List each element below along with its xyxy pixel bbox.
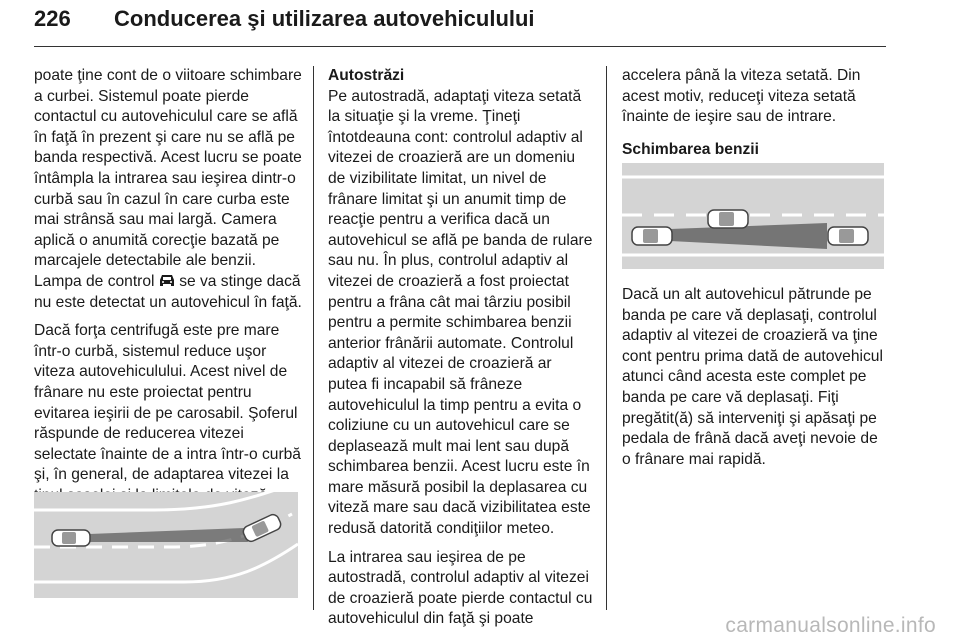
- col1-paragraph-2: Dacă forţa centrifugă este pre mare într-o curbă, sistemul reduce uşor viteza autovehiculului. Acest nivel de frânare nu este proiectat pentru evitarea ieşirii de pe carosabil. Şoferul răspunde de reducerea vitezei selectate înainte de a intra într-o curbă şi, în general, de adaptarea vitezei la: [34, 322, 301, 484]
- column-3-lower: [622, 285, 888, 478]
- col1-p1-end: se va stinge dacă nu este detectat un autovehicul în faţă.: [34, 272, 302, 311]
- col1-p1-start: poate ţine cont de o viitoare schimbare a curbei. Sistemul poate pierde contactul cu autovehiculul care se află în faţă în prezent şi care nu se află pe banda respectivă. Acest lucru se poate întâmpla la intrarea sau ieşirea dintr-o curbă sau în cazul în care curba este mai strânsă sau mai largă. Camera aplică o anumită corecţie bazată pe marcajele detectabile ale benzii. Lampa de control: [34, 67, 302, 290]
- header-divider: [34, 46, 886, 47]
- column-3: [622, 66, 888, 176]
- car-front-icon: [159, 274, 175, 288]
- page-title: Conducerea şi utilizarea autovehiculului: [114, 6, 535, 31]
- column-divider-1: [313, 66, 314, 610]
- column-1: [34, 66, 302, 535]
- watermark: carmanualsonline.info: [725, 614, 936, 637]
- page-header: [34, 2, 886, 42]
- curve-road-illustration: [34, 492, 298, 598]
- page-number: 226: [34, 6, 71, 31]
- column-2: [328, 66, 593, 638]
- section-heading-schimbarea-benzii: Schimbarea benzii: [622, 140, 759, 158]
- column-divider-2: [606, 66, 607, 610]
- col3-paragraph-2: Dacă un alt autovehicul pătrunde pe banda pe care vă deplasaţi, controlul adaptiv al vitezei de croazieră va ţine cont pentru prima dată de autovehicul atunci când acesta este complet pe banda pe care vă deplasaţi. Fiţi pregătit(ă) să interveniţi şi apăsaţi pe pedala de frână dacă aveţi nevoie de o frânare mai rapidă.: [622, 286, 883, 468]
- lane-change-illustration: [622, 163, 884, 269]
- col2-paragraph-2: La intrarea sau ieşirea de pe autostradă, controlul adaptiv al vitezei de croazieră poate pierde contactul cu autovehiculul din faţă şi poate: [328, 548, 593, 628]
- col3-paragraph-1: accelera până la viteza setată. Din acest motiv, reduceţi viteza setată înainte de ieşire sau de intrare.: [622, 67, 861, 126]
- col2-paragraph-1: Pe autostradă, adaptaţi viteza setată la situaţie şi la vreme. Ţineţi întotdeauna cont: controlul adaptiv al vitezei de croazieră are un domeniu de vizibilitate limitat, un nivel de frânare limitat şi un anumit timp de reacţie pentru a verifica dacă un autovehicul se află pe banda de rulare sau nu. În plus, controlul adaptiv al vitezei de croazieră a fost proiectat pentru a frâna cât mai târziu posibil pentru a permite schimbarea benzii anterior frânării automate. Controlul adaptiv al vitezei de croazieră ar putea fi incapabil să frâneze autovehiculul la timp pentru a evita o coliziune cu un autovehicul care se deplasează mult mai lent sau după schimbarea benzii. Acest lucru este în mare măsură posibil la deplasarea cu viteză mare sau dacă vizibilitatea este redusă datorită condiţiilor meteo.: [328, 87, 593, 538]
- col1-paragraph-1: [34, 66, 302, 313]
- section-heading-autostrazi: Autostrăzi: [328, 67, 405, 84]
